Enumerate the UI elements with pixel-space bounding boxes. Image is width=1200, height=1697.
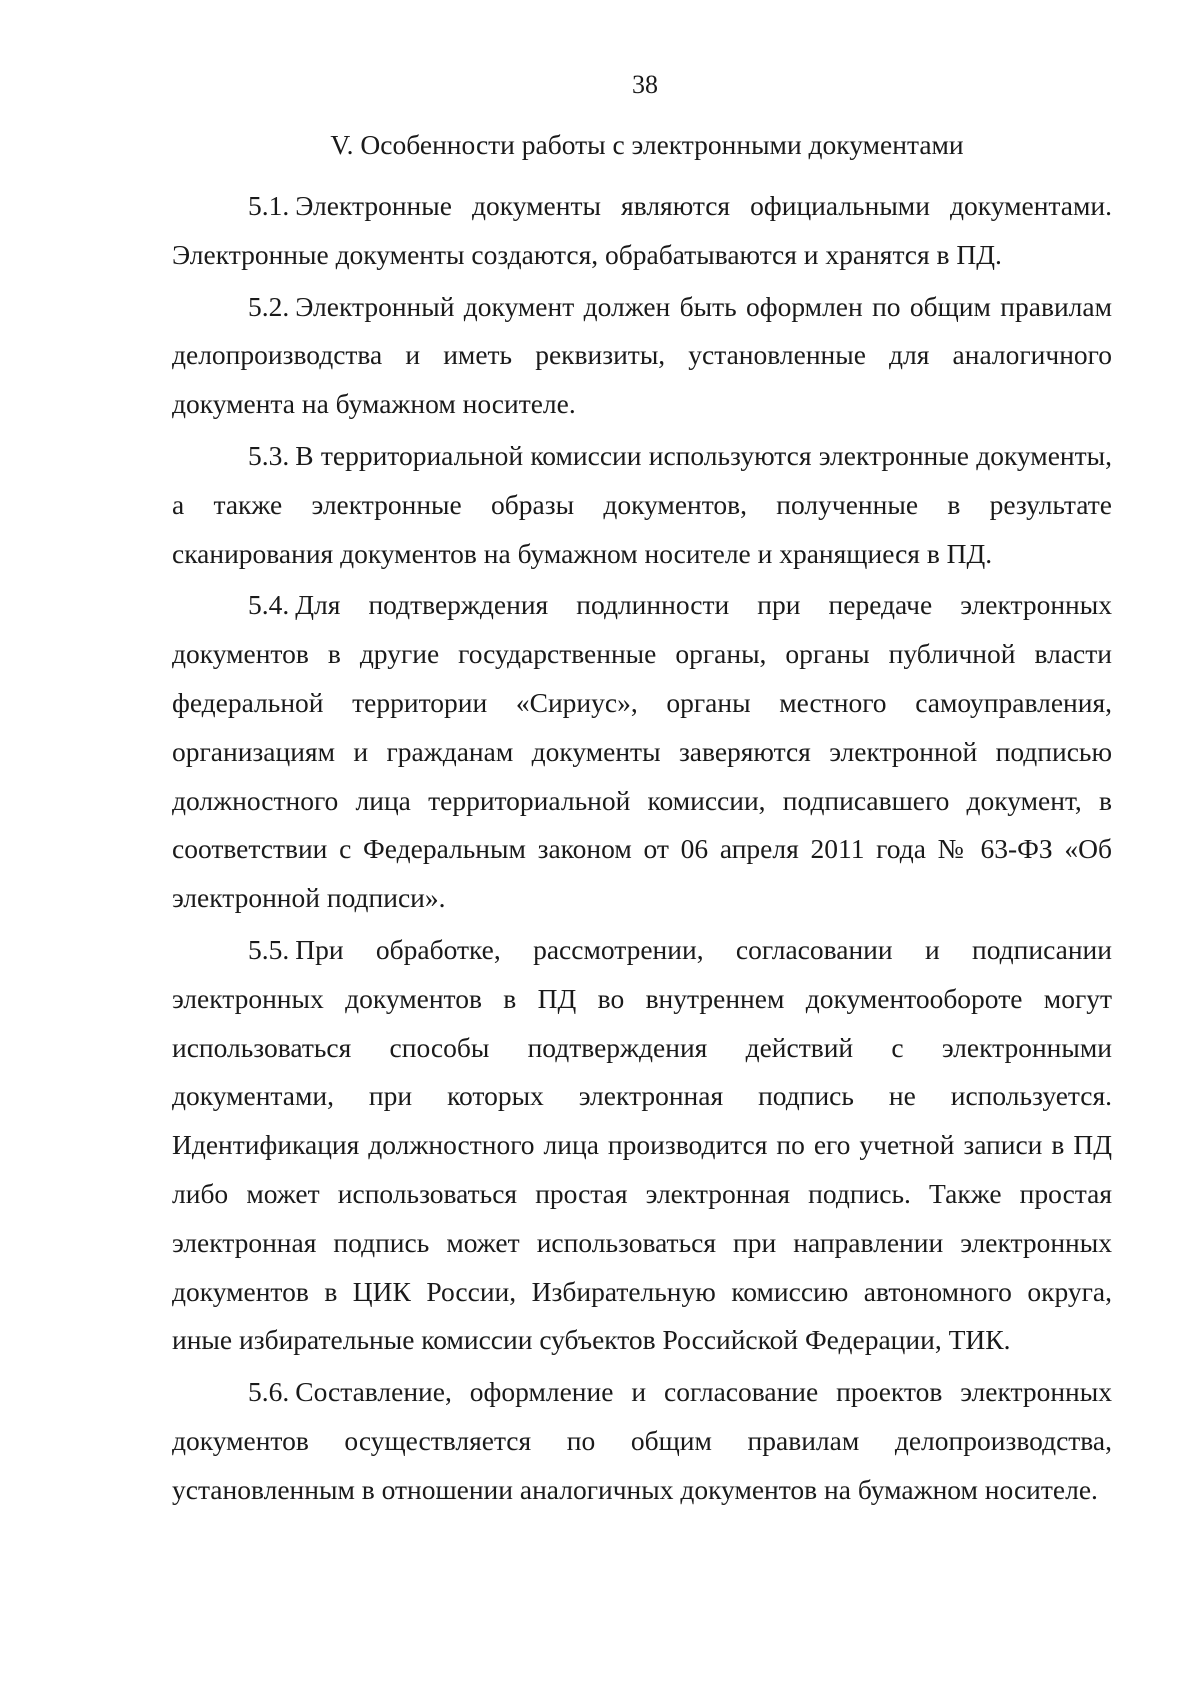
page-number: 38 bbox=[632, 70, 658, 99]
paragraph-number: 5.1. bbox=[248, 190, 290, 221]
paragraph-5-2 bbox=[172, 283, 1112, 429]
section-heading: V. Особенности работы с электронными документами bbox=[330, 129, 964, 160]
paragraph-5-1 bbox=[172, 182, 1112, 280]
paragraph-text: При обработке, рассмотрении, согласовании и подписании электронных документов в ПД во внутреннем документообороте могут использоваться способы подтверждения действий с электронными документами, при которых электронная подпись не используется. Идентификация должностного лица производится по его учетной записи в ПД либо может использоваться простая электронная подпись. Также простая электронная подпись может использоваться при направлении электронных документов в ЦИК России, Избирательную комиссию автономного округа, иные избирательные комиссии субъектов Российской Федерации, ТИК. bbox=[172, 933, 1112, 1356]
paragraph-number: 5.2. bbox=[248, 290, 290, 322]
paragraph-5-4 bbox=[172, 581, 1112, 923]
paragraph-number: 5.6. bbox=[248, 1376, 290, 1408]
paragraph-text: Составление, оформление и согласование проектов электронных документов осуществляется по общим правилам делопроизводства, установленным в отношении аналогичных документов на бумажном носителе. bbox=[172, 1376, 1112, 1505]
paragraph-5-6 bbox=[172, 1368, 1112, 1514]
paragraph-text: Электронный документ должен быть оформлен по общим правилам делопроизводства и иметь реквизиты, установленные для аналогичного документа на бумажном носителе. bbox=[172, 290, 1112, 420]
paragraph-text: В территориальной комиссии используются электронные документы, а также электронные образы документов, полученные в результате сканирования документов на бумажном носителе и хранящиеся в ПД. bbox=[172, 439, 1112, 569]
paragraph-number: 5.4. bbox=[248, 589, 290, 621]
document-body bbox=[172, 120, 1112, 1518]
paragraph-number: 5.5. bbox=[248, 933, 290, 965]
paragraph-text: Для подтверждения подлинности при передаче электронных документов в другие государственные органы, органы публичной власти федеральной территории «Сириус», органы местного самоуправления, организациям и гражданам документы заверяются электронной подписью должностного лица территориальной комиссии, подписавшего документ, в соответствии с Федеральным законом от 06 апреля 2011 года № 63-ФЗ «Об электронной подписи». bbox=[172, 589, 1112, 914]
paragraph-number: 5.3. bbox=[248, 439, 290, 471]
paragraph-5-3 bbox=[172, 432, 1112, 578]
paragraph-text: Электронные документы являются официальными документами. Электронные документы создаются, обрабатываются и хранятся в ПД. bbox=[172, 190, 1112, 270]
paragraph-5-5 bbox=[172, 926, 1112, 1365]
